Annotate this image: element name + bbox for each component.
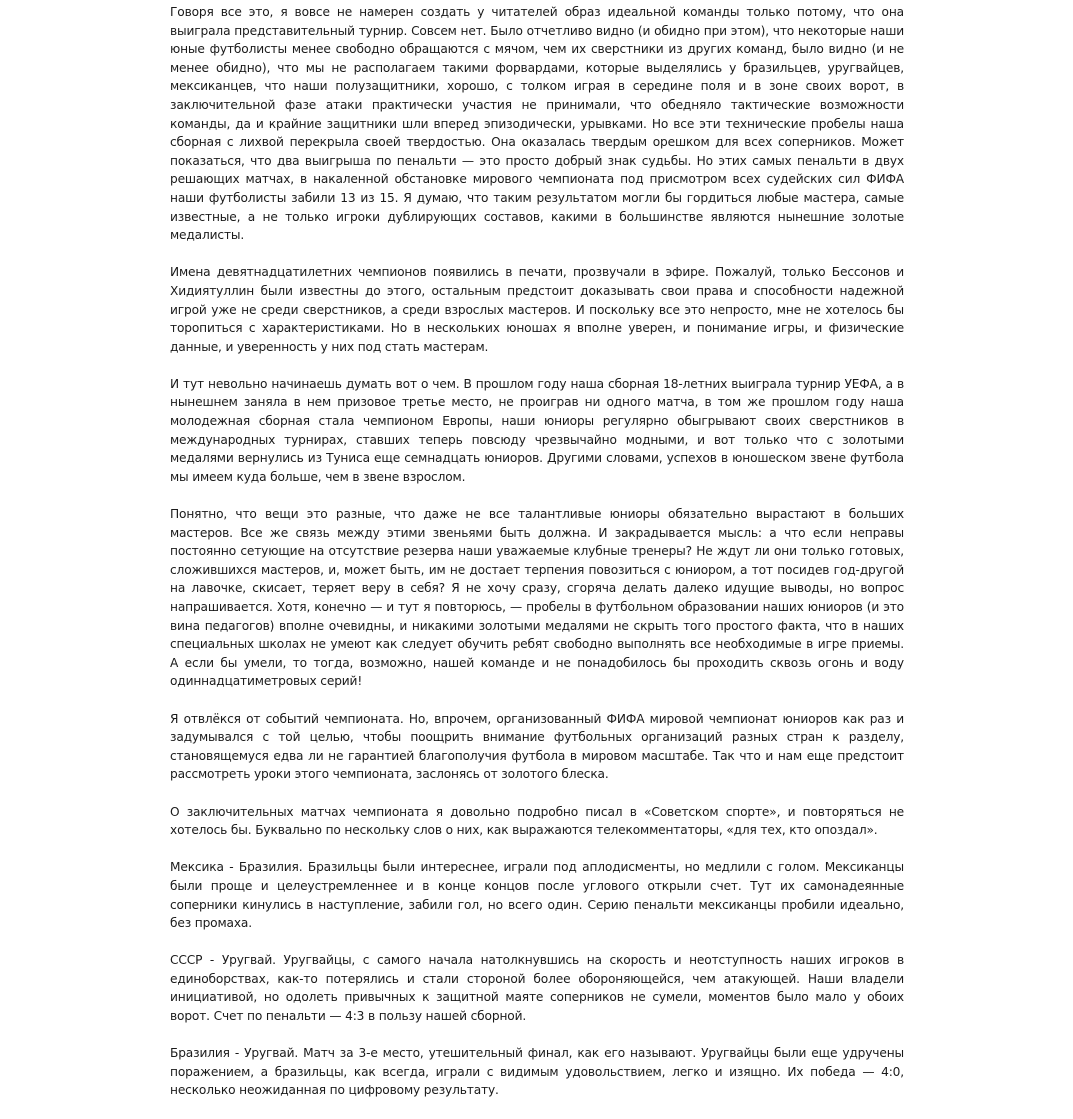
article-body bbox=[170, 3, 904, 1119]
paragraph-match-brazil-uruguay: Бразилия - Уругвай. Матч за 3-е место, утешительный финал, как его называют. Уругвайцы были еще удручены поражением, а бразильцы, как всегда, играли с видимым удовольствием, легко и изящно. Их победа — 4:0, несколько неожиданная по цифровому результату. bbox=[170, 1046, 904, 1098]
paragraph-match-ussr-uruguay: СССР - Уругвай. Уругвайцы, с самого начала натолкнувшись на скорость и неотступность наших игроков в единоборствах, как-то потерялись и стали стороной более обороняющейся, чем атакующей. Наши владели инициативой, но одолеть привычных к защитной маяте соперников не сумели, моментов было мало у обоих ворот. Счет по пенальти — 4:3 в пользу нашей сборной. bbox=[170, 953, 904, 1024]
paragraph-2: Имена девятнадцатилетних чемпионов появились в печати, прозвучали в эфире. Пожалуй, только Бессонов и Хидиятуллин были известны до этого, остальным предстоит доказывать свои права и способности надежной игрой уже не среди сверстников, а среди взрослых мастеров. И поскольку все это непросто, мне не хотелось бы торопиться с характеристиками. Но в нескольких юношах я вполне уверен, и понимание игры, и физические данные, и уверенность у них под стать мастерам. bbox=[170, 265, 904, 354]
paragraph-1: Говоря все это, я вовсе не намерен создать у читателей образ идеальной команды только потому, что она выиграла представительный турнир. Совсем нет. Было отчетливо видно (и обидно при этом), что некоторые наши юные футболисты менее свободно обращаются с мячом, чем их сверстники из других команд, было видно (и не менее обидно), что мы не располагаем такими форвардами, которые выделялись у бразильцев, уругвайцев, мексиканцев, что наши полузащитники, хорошо, с толком играя в середине поля и в зоне своих ворот, в заключительной фазе атаки практически участия не принимали, что обедняло тактические возможности команды, да и крайние защитники шли вперед эпизодически, урывками. Но все эти технические пробелы наша сборная с лихвой перекрыла своей твердостью. Она оказалась твердым орешком для всех соперников. Может показаться, что два выигрыша по пенальти — это просто добрый знак судьбы. Но этих самых пенальти в двух решающих матчах, в накаленной обстановке мирового чемпионата под присмотром всех судейских сил ФИФА наши футболисты забили 13 из 15. Я думаю, что таким результатом могли бы гордиться любые мастера, самые известные, а не только игроки дублирующих составов, какими в большинстве являются нынешние золотые медалисты. bbox=[170, 5, 904, 243]
paragraph-match-mexico-brazil: Мексика - Бразилия. Бразильцы были интереснее, играли под аплодисменты, но медлили с голом. Мексиканцы были проще и целеустремленнее и в конце концов после углового открыли счет. Тут их самонадеянные соперники кинулись в наступление, забили гол, но всего один. Серию пенальти мексиканцы пробили идеально, без промаха. bbox=[170, 860, 904, 931]
paragraph-4: Понятно, что вещи это разные, что даже не все талантливые юниоры обязательно вырастают в больших мастеров. Все же связь между этими звеньями быть должна. И закрадывается мысль: а что если неправы постоянно сетующие на отсутствие резерва наши уважаемые клубные тренеры? Не ждут ли они только готовых, сложившихся мастеров, и, может быть, им не достает терпения повозиться с юниором, а тот посидев год-другой на лавочке, скисает, теряет веру в себя? Я не хочу сразу, сгоряча делать далеко идущие выводы, но вопрос напрашивается. Хотя, конечно — и тут я повторюсь, — пробелы в футбольном образовании наших юниоров (и это вина педагогов) вполне очевидны, и никакими золотыми медалями не скрыть того простого факта, что в наших специальных школах не умеют как следует обучить ребят свободно выполнять все необходимые в игре приемы. А если бы умели, то тогда, возможно, нашей команде и не понадобилось бы проходить сквозь огонь и воду одиннадцатиметровых серий! bbox=[170, 507, 904, 689]
paragraph-3: И тут невольно начинаешь думать вот о чем. В прошлом году наша сборная 18-летних выиграла турнир УЕФА, а в нынешнем заняла в нем призовое третье место, не проиграв ни одного матча, в том же прошлом году наша молодежная сборная стала чемпионом Европы, наши юниоры регулярно обыгрывают своих сверстников в международных турнирах, ставших теперь повсюду чрезвычайно модными, и вот только что с золотыми медалями вернулись из Туниса еще семнадцать юниоров. Другими словами, успехов в юношеском звене футбола мы имеем куда больше, чем в звене взрослом. bbox=[170, 376, 904, 484]
paragraph-5: Я отвлёкся от событий чемпионата. Но, впрочем, организованный ФИФА мировой чемпионат юниоров как раз и задумывался с той целью, чтобы поощрить внимание футбольных организаций разных стран к разделу, становящемуся едва ли не гарантией благополучия футбола в мировом масштабе. Так что и нам еще предстоит рассмотреть уроки этого чемпионата, заслонясь от золотого блеска. bbox=[170, 711, 904, 782]
paragraph-6: О заключительных матчах чемпионата я довольно подробно писал в «Советском спорте», и повторяться не хотелось бы. Буквально по нескольку слов о них, как выражаются телекомментаторы, «для тех, кто опоздал». bbox=[170, 804, 904, 838]
